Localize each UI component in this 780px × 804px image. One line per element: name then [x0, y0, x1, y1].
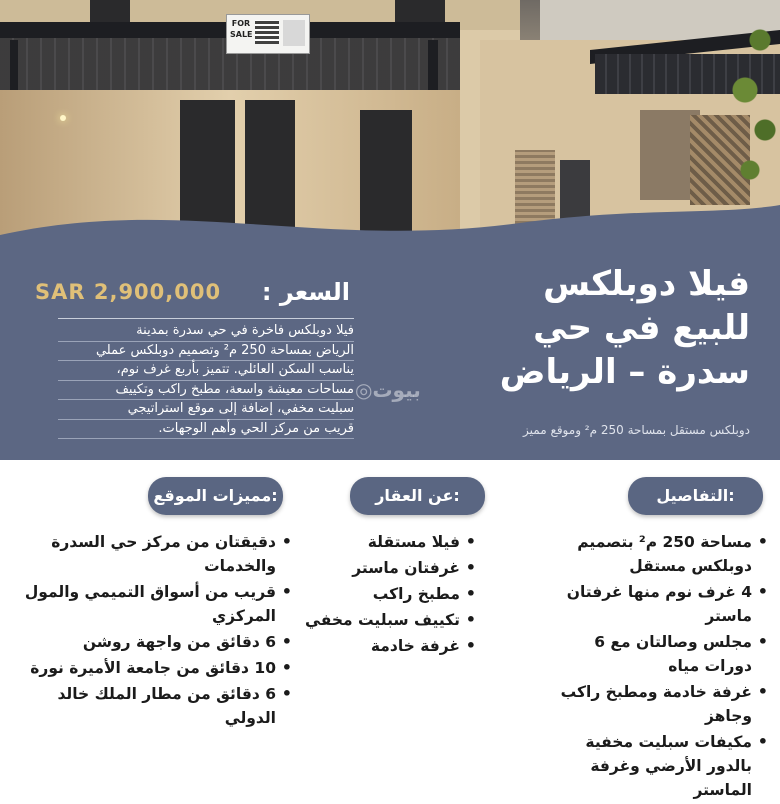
- description-line: مساحات معيشة واسعة، مطبخ راكب وتكييف: [58, 381, 354, 401]
- property-header: عن العقار:: [350, 477, 485, 515]
- sign-text: SALE: [230, 30, 253, 39]
- list-item: • 6 دقائق من مطار الملك خالد الدولي: [6, 682, 276, 730]
- sign-text: FOR: [231, 19, 251, 28]
- list-item: • فيلا مستقلة: [290, 530, 460, 554]
- price-row: [30, 278, 360, 308]
- watermark: بيوت◎: [355, 378, 421, 402]
- location-header: مميزات الموقع:: [148, 477, 283, 515]
- hero-subtitle: دوبلكس مستقل بمساحة 250 م² وموقع مميز: [523, 423, 750, 437]
- details-header: التفاصيل:: [628, 477, 763, 515]
- list-item: • مساحة 250 م² بتصميم دوبلكس مستقل: [548, 530, 752, 578]
- details-list: [548, 530, 770, 804]
- description-line: سبليت مخفي، إضافة إلى موقع استراتيجي: [58, 400, 354, 420]
- location-list: [6, 530, 294, 732]
- price-value: SAR 2,900,000: [35, 280, 222, 304]
- property-list: [290, 530, 478, 660]
- list-item: • غرفتان ماستر: [290, 556, 460, 580]
- description: [58, 322, 354, 439]
- price-label: السعر :: [261, 278, 350, 306]
- title-line: فيلا دوبلكس: [543, 264, 750, 304]
- hero-title: [470, 262, 750, 394]
- list-item: • غرفة خادمة ومطبخ راكب وجاهز: [548, 680, 752, 728]
- list-item: • قريب من أسواق التميمي والمول المركزي: [6, 580, 276, 628]
- list-item: • دقيقتان من مركز حي السدرة والخدمات: [6, 530, 276, 578]
- description-line: قريب من مركز الحي وأهم الوجهات.: [58, 420, 354, 440]
- description-line: الرياض بمساحة 250 م² وتصميم دوبلكس عملي: [58, 342, 354, 362]
- list-item: • 6 دقائق من واجهة روشن: [6, 630, 276, 654]
- location-pin-icon: ◎: [355, 378, 373, 402]
- list-item: • 4 غرف نوم منها غرفتان ماستر: [548, 580, 752, 628]
- list-item: • مجلس وصالتان مع 6 دورات مياه: [548, 630, 752, 678]
- list-item: • تكييف سبليت مخفي: [290, 608, 460, 632]
- description-line: فيلا دوبلكس فاخرة في حي سدرة بمدينة: [58, 322, 354, 342]
- list-item: • مكيفات سبليت مخفية بالدور الأرضي وغرفة الماستر: [548, 730, 752, 802]
- qr-code-icon: [255, 20, 279, 44]
- for-sale-sign: [226, 14, 310, 54]
- title-line: للبيع في حي: [533, 308, 750, 348]
- description-line: يناسب السكن العائلي. تتميز بأربع غرف نوم،: [58, 361, 354, 381]
- list-item: • 10 دقائق من جامعة الأميرة نورة: [6, 656, 276, 680]
- list-item: • غرفة خادمة: [290, 634, 460, 658]
- title-line: سدرة – الرياض: [499, 352, 750, 392]
- list-item: • مطبخ راكب: [290, 582, 460, 606]
